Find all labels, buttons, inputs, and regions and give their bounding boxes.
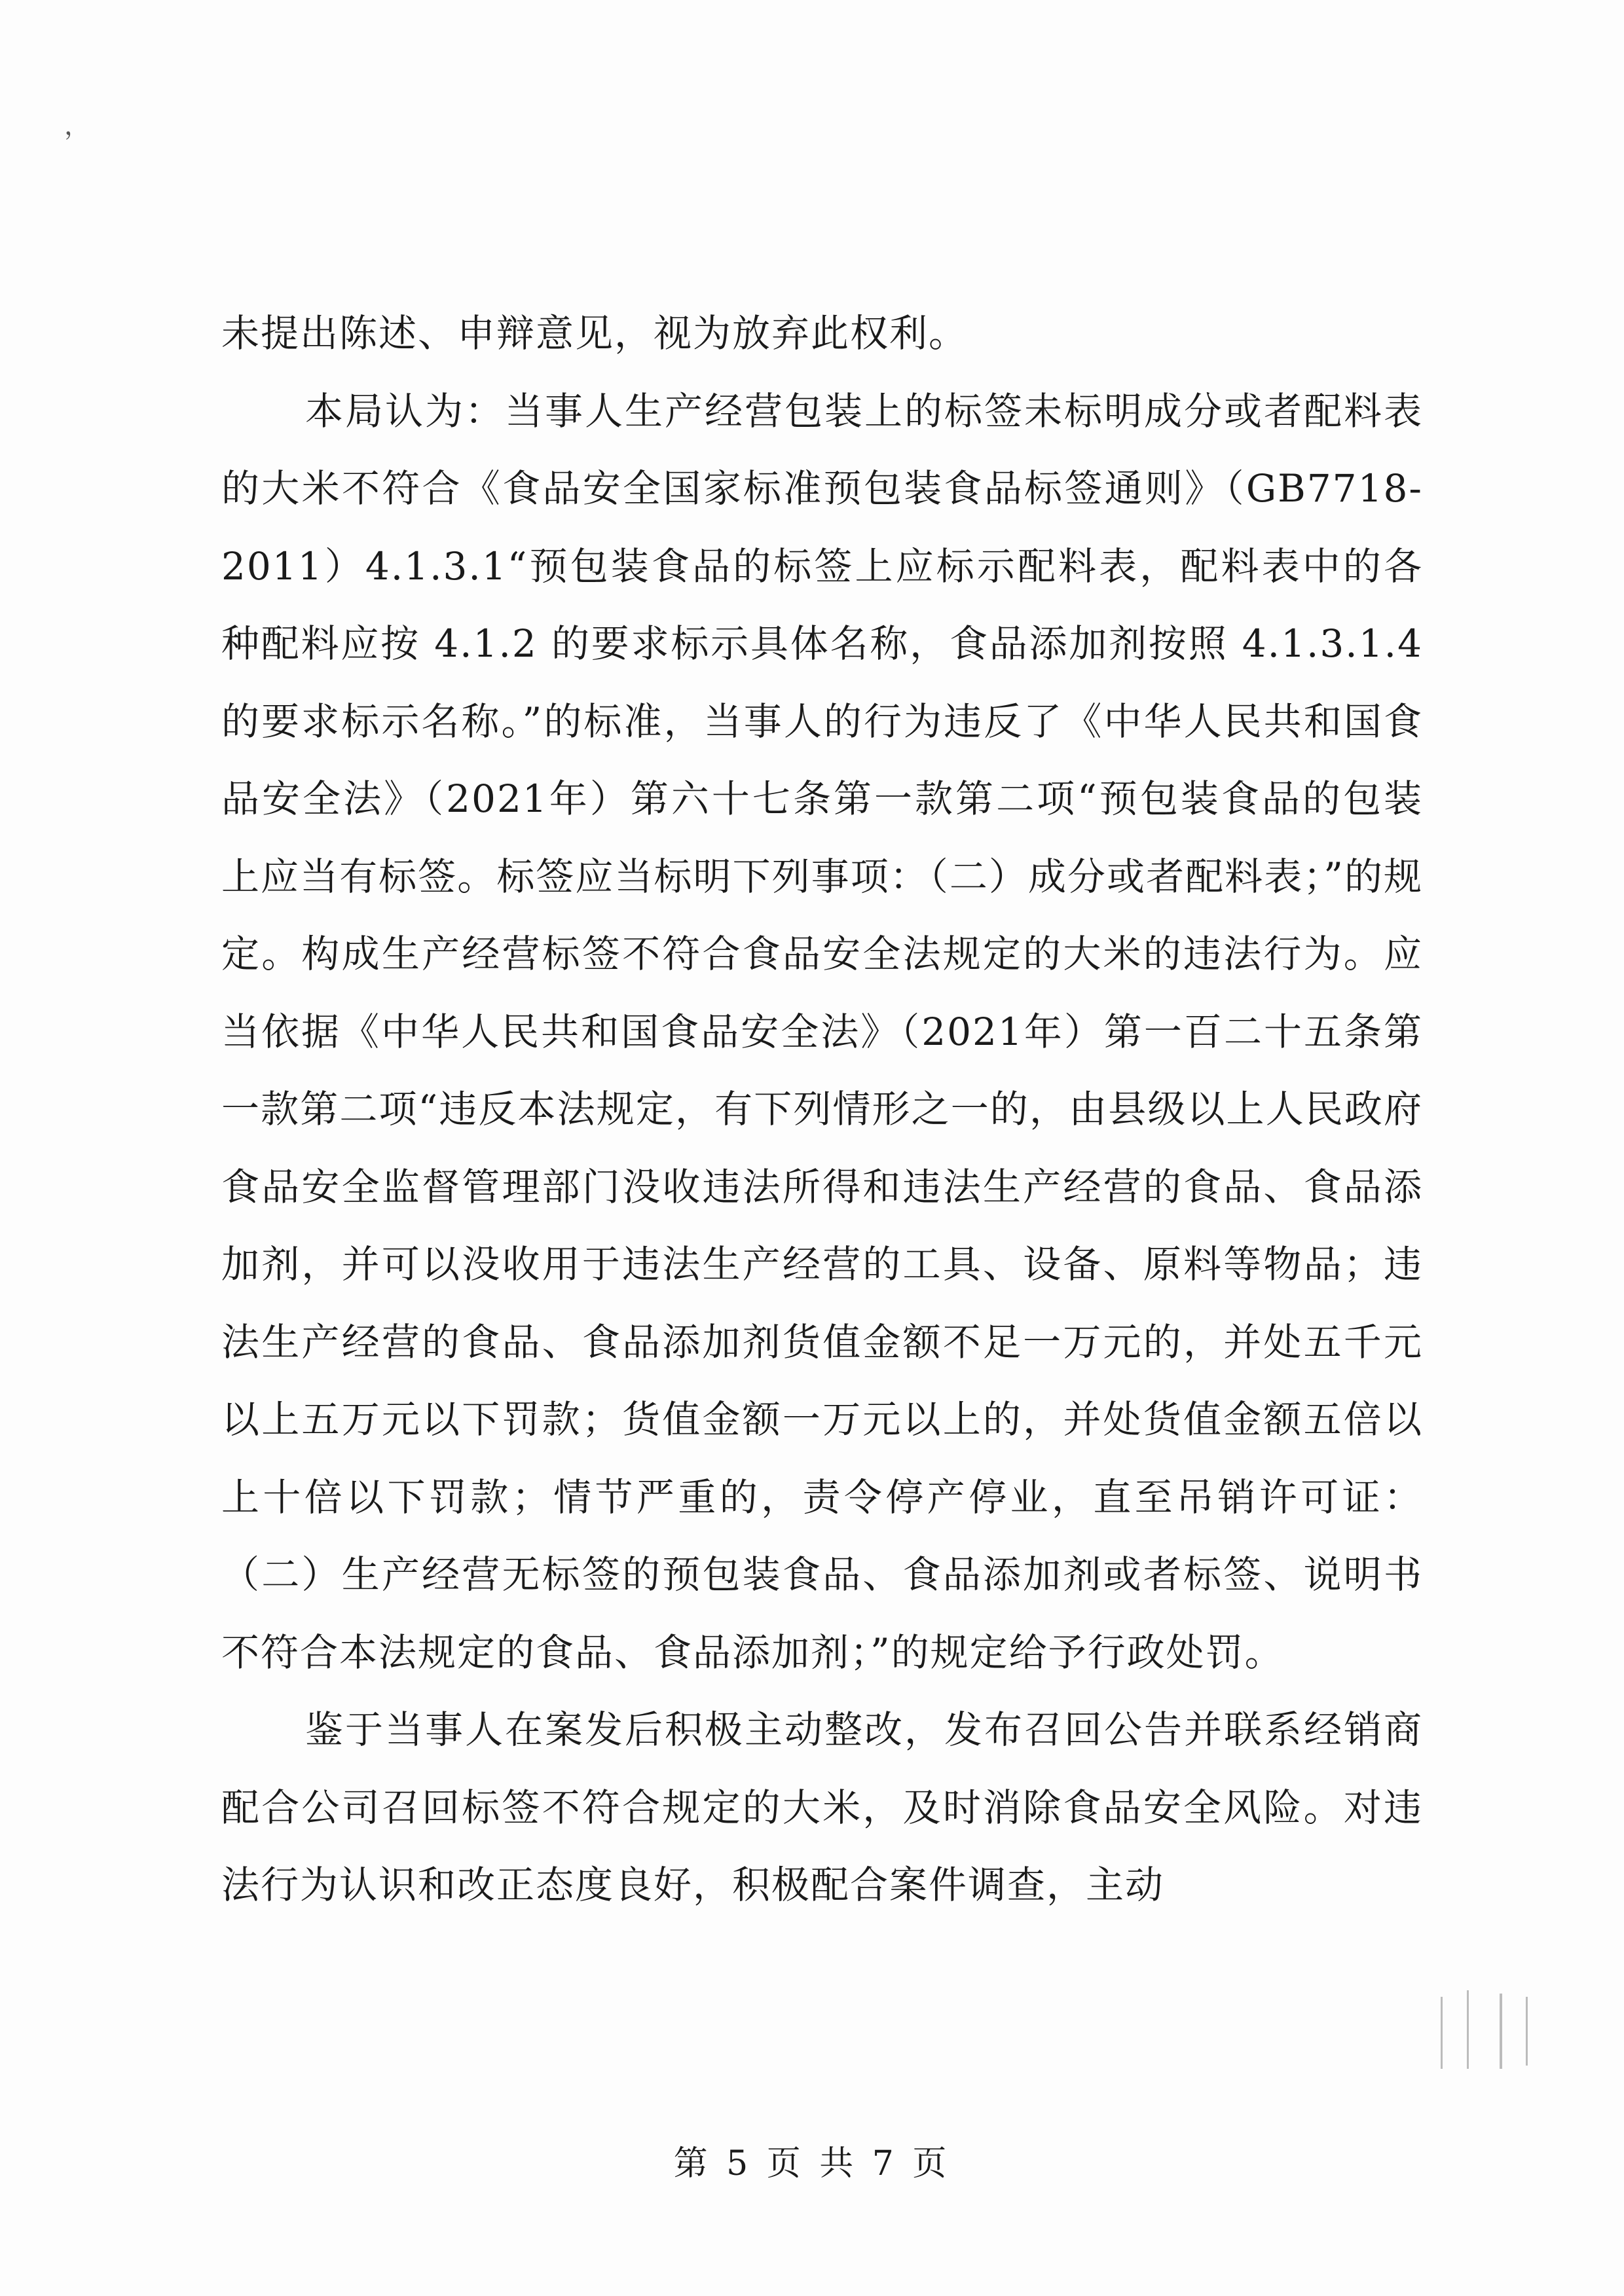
scan-artifact <box>1500 1994 1502 2069</box>
paragraph-2: 本局认为：当事人生产经营包装上的标签未标明成分或者配料表的大米不符合《食品安全国家标准预包装食品标签通则》（GB7718-2011）4.1.3.1“预包装食品的标签上应标示配料表，配料表中的各种配料应按 4.1.2 的要求标示具体名称，食品添加剂按照 4.1.3.1.4 的要求标示名称。”的标准，当事人的行为违反了《中华人民共和国食品安全法》（2021年）第六十七条第一款第二项“预包装食品的包装上应当有标签。标签应当标明下列事项：（二）成分或者配料表；”的规定。构成生产经营标签不符合食品安全法规定的大米的违法行为。应当依据《中华人民共和国食品安全法》（2021年）第一百二十五条第一款第二项“违反本法规定，有下列情形之一的，由县级以上人民政府食品安全监督管理部门没收违法所得和违法生产经营的食品、食品添加剂，并可以没收用于违法生产经营的工具、设备、原料等物品；违法生产经营的食品、食品添加剂货值金额不足一万元的，并处五千元以上五万元以下罚款；货值金额一万元以上的，并处货值金额五倍以上十倍以下罚款；情节严重的，责令停产停业，直至吊销许可证：（二）生产经营无标签的预包装食品、食品添加剂或者标签、说明书不符合本法规定的食品、食品添加剂；”的规定给予行政处罚。 <box>221 388 1423 1675</box>
body-text <box>221 295 1423 1924</box>
page-number-footer: 第 5 页 共 7 页 <box>673 2144 951 2183</box>
scan-artifact <box>1526 1997 1528 2066</box>
stray-mark: ， <box>64 111 90 141</box>
paragraph-3: 鉴于当事人在案发后积极主动整改，发布召回公告并联系经销商配合公司召回标签不符合规定的大米，及时消除食品安全风险。对违法行为认识和改正态度良好，积极配合案件调查，主动 <box>221 1707 1423 1907</box>
scan-artifact <box>1441 1997 1443 2069</box>
scan-artifact <box>1467 1990 1469 2069</box>
paragraph-1: 未提出陈述、申辩意见，视为放弃此权利。 <box>221 311 969 355</box>
